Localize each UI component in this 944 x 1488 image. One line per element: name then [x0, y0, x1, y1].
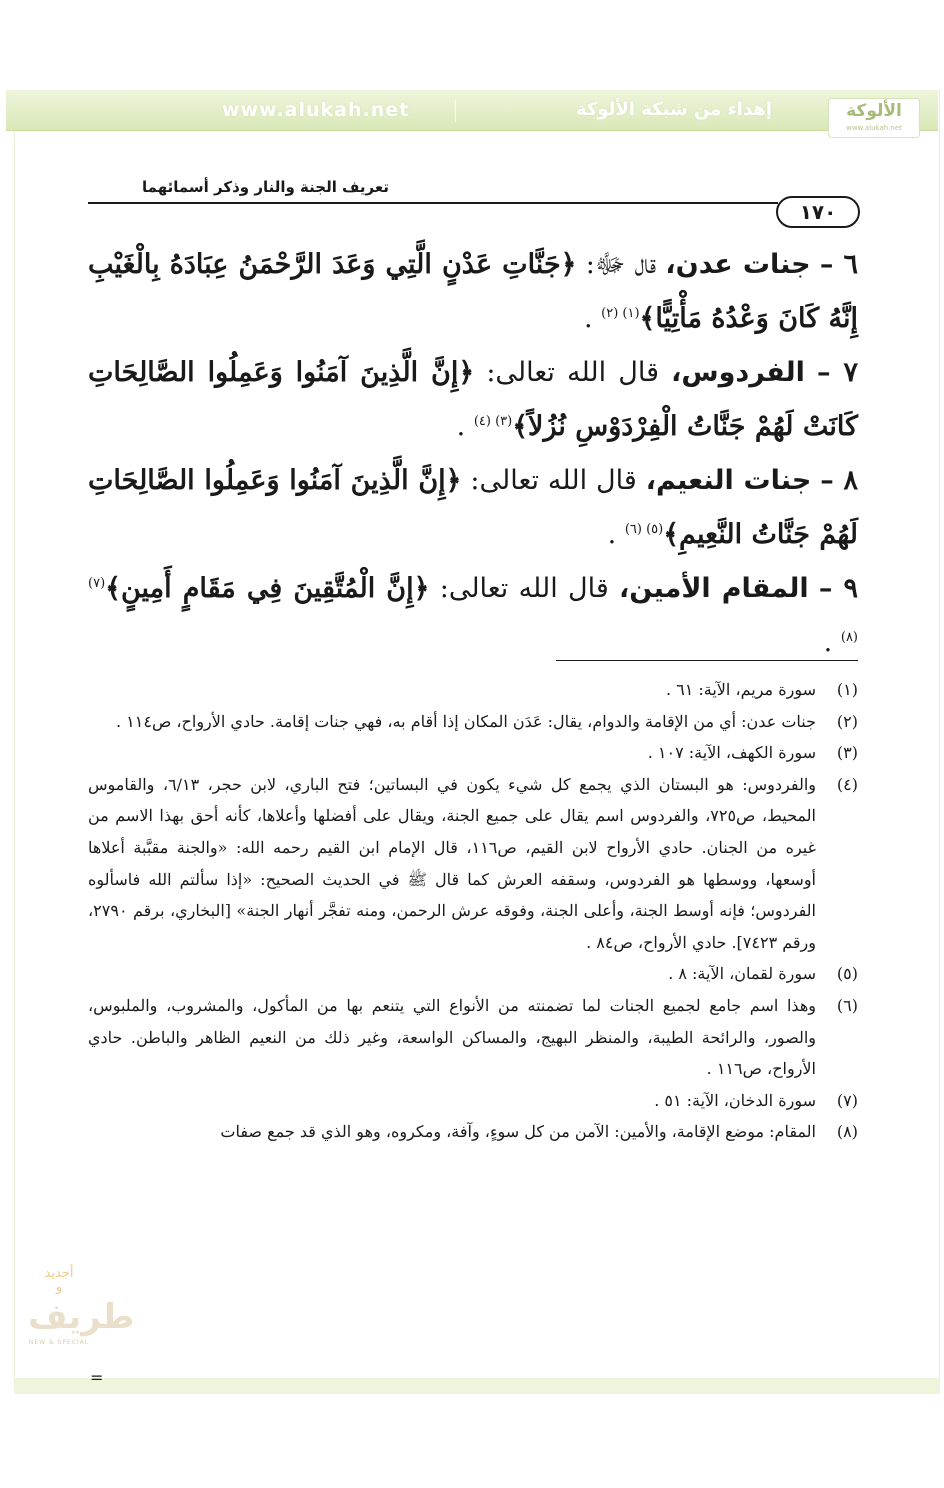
footnote-ref[interactable]: (٣) (٤) — [473, 414, 513, 429]
watermark-top: أجديد — [44, 1266, 74, 1281]
item-intro: قال ﷻ: — [585, 249, 657, 280]
logo-url: www.alukah.net — [846, 124, 902, 132]
footnote-text: سورة الكهف، الآية: ١٠٧ . — [647, 743, 816, 763]
footnote-number: (٢) — [836, 711, 858, 731]
banner-url-link[interactable]: www.alukah.net — [222, 99, 410, 121]
item-term: جنات عدن، — [665, 249, 811, 280]
footer-bar — [14, 1378, 940, 1394]
item-number: ٧ – — [817, 357, 858, 388]
footnote-number: (٥) — [836, 964, 858, 984]
footnote-text: وهذا اسم جامع لجميع الجنات لما تضمنته من الأنواع التي يتنعم بها من المأكول، والمشروب، والملبوس، والصور، والرائحة الطيبة، والمنظر البهيج، والمساكن الواسعة، وغير ذلك من النعيم الظاهر والباطن. حادي الأرواح، ص١١٦ . — [88, 995, 817, 1079]
footnote-number: (٨) — [836, 1122, 858, 1142]
list-item-7 — [88, 346, 858, 454]
watermark-main: طريف — [28, 1297, 135, 1337]
item-end: . — [823, 627, 833, 658]
item-end: . — [583, 303, 593, 334]
footnote-separator — [556, 660, 858, 661]
footnote-2 — [88, 706, 858, 738]
footnote-text: سورة لقمان، الآية: ٨ . — [668, 964, 816, 984]
footnote-1 — [88, 674, 858, 706]
page-number: ١٧٠ — [776, 196, 860, 228]
item-term: الفردوس، — [671, 357, 805, 388]
banner-divider — [455, 100, 456, 122]
list-item-6 — [88, 238, 858, 346]
watermark-logo — [28, 1266, 135, 1362]
footnote-3 — [88, 737, 858, 769]
quran-verse: ﴿جَنَّاتِ عَدْنٍ الَّتِي وَعَدَ الرَّحْمَنُ عِبَادَهُ بِالْغَيْبِ إِنَّهُ كَانَ وَعْدُهُ مَأْتِيًّا﴾ — [88, 249, 858, 334]
footnote-number: (٦) — [836, 995, 858, 1015]
list-item-8 — [88, 454, 858, 562]
item-term: المقام الأمين، — [619, 573, 809, 604]
footnote-6 — [88, 990, 858, 1085]
footnote-5 — [88, 958, 858, 990]
footnote-text: سورة مريم، الآية: ٦١ . — [665, 680, 816, 699]
footnote-4 — [88, 769, 858, 959]
watermark-sub: NEW & SPECIAL — [28, 1339, 90, 1346]
item-intro: قال الله تعالى: — [470, 465, 637, 496]
footnote-ref[interactable]: (٥) (٦) — [624, 522, 664, 537]
item-number: ٩ – — [818, 573, 859, 604]
header-rule — [88, 202, 778, 204]
item-number: ٨ – — [820, 465, 858, 496]
item-number: ٦ – — [819, 249, 858, 280]
item-end: . — [607, 519, 617, 550]
footnote-ref[interactable]: (٧) (٨) — [88, 576, 858, 645]
footnote-number: (٧) — [836, 1090, 858, 1110]
footnote-number: (٤) — [836, 774, 858, 794]
quran-verse: ﴿إِنَّ الَّذِينَ آمَنُوا وَعَمِلُوا الصَّالِحَاتِ كَانَتْ لَهُمْ جَنَّاتُ الْفِرْدَوْسِ نُزُلاً﴾ — [88, 357, 858, 442]
main-body — [88, 238, 858, 670]
item-end: . — [456, 411, 466, 442]
list-item-9 — [88, 562, 858, 670]
footnote-ref[interactable]: (١) (٢) — [601, 306, 640, 321]
footnote-text: جنات عدن: أي من الإقامة والدوام، يقال: عَدَن المكان إذا أقام به، فهي جنات إقامة. حادي الأرواح، ص١١٤ . — [116, 711, 816, 731]
watermark-mid: و — [55, 1280, 63, 1295]
site-banner — [6, 90, 938, 131]
logo-text: الألوكة — [846, 101, 902, 121]
banner-tagline: إهداء من شبكة الألوكة — [576, 99, 772, 120]
item-term: جنات النعيم، — [645, 465, 812, 496]
alukah-logo[interactable] — [828, 98, 920, 138]
footnote-number: (١) — [836, 680, 858, 699]
item-intro: قال الله تعالى: — [486, 357, 660, 388]
footnote-text: المقام: موضع الإقامة، والأمين: الآمن من كل سوءٍ، وآفة، ومكروه، وهو الذي قد جمع صفات — [220, 1122, 816, 1142]
quran-verse: ﴿إِنَّ الَّذِينَ آمَنُوا وَعَمِلُوا الصَّالِحَاتِ لَهُمْ جَنَّاتُ النَّعِيمِ﴾ — [88, 465, 858, 550]
footnotes — [88, 674, 858, 1148]
footnote-text: والفردوس: هو البستان الذي يجمع كل شيء يكون في البساتين؛ فتح الباري، لابن حجر، ٦/١٣، والقاموس المحيط، ص٧٢٥، والفردوس اسم يقال على جميع الجنة، ويقال على أفضلها وأعلاها، كأنه أحق بهذا الاسم من غيره من الجنان. حادي الأرواح لابن القيم، ص١١٦، قال الإمام ابن القيم رحمه الله: «والجنة مقبَّبة أعلاها أوسعها، ووسطها هو الفردوس، وسقفه العرش كما قال ﷺ في الحديث الصحيح: «إذا سألتم الله فاسألوه الفردوس؛ فإنه أوسط الجنة، وأعلى الجنة، وفوقه عرش الرحمن، ومنه تفجَّر أنهار الجنة» [البخاري، برقم ٢٧٩٠، ورقم ٧٤٢٣]. حادي الأرواح، ص٨٤ . — [88, 774, 817, 952]
item-intro: قال الله تعالى: — [439, 573, 609, 604]
running-header-title: تعريف الجنة والنار وذكر أسمائهما — [142, 178, 389, 196]
quran-verse: ﴿إِنَّ الْمُتَّقِينَ فِي مَقَامٍ أَمِينٍ﴾ — [105, 573, 430, 604]
continuation-mark: = — [90, 1368, 104, 1387]
footnote-text: سورة الدخان، الآية: ٥١ . — [654, 1090, 816, 1110]
footnote-8 — [88, 1116, 858, 1148]
footnote-number: (٣) — [836, 743, 858, 763]
footnote-7 — [88, 1085, 858, 1117]
